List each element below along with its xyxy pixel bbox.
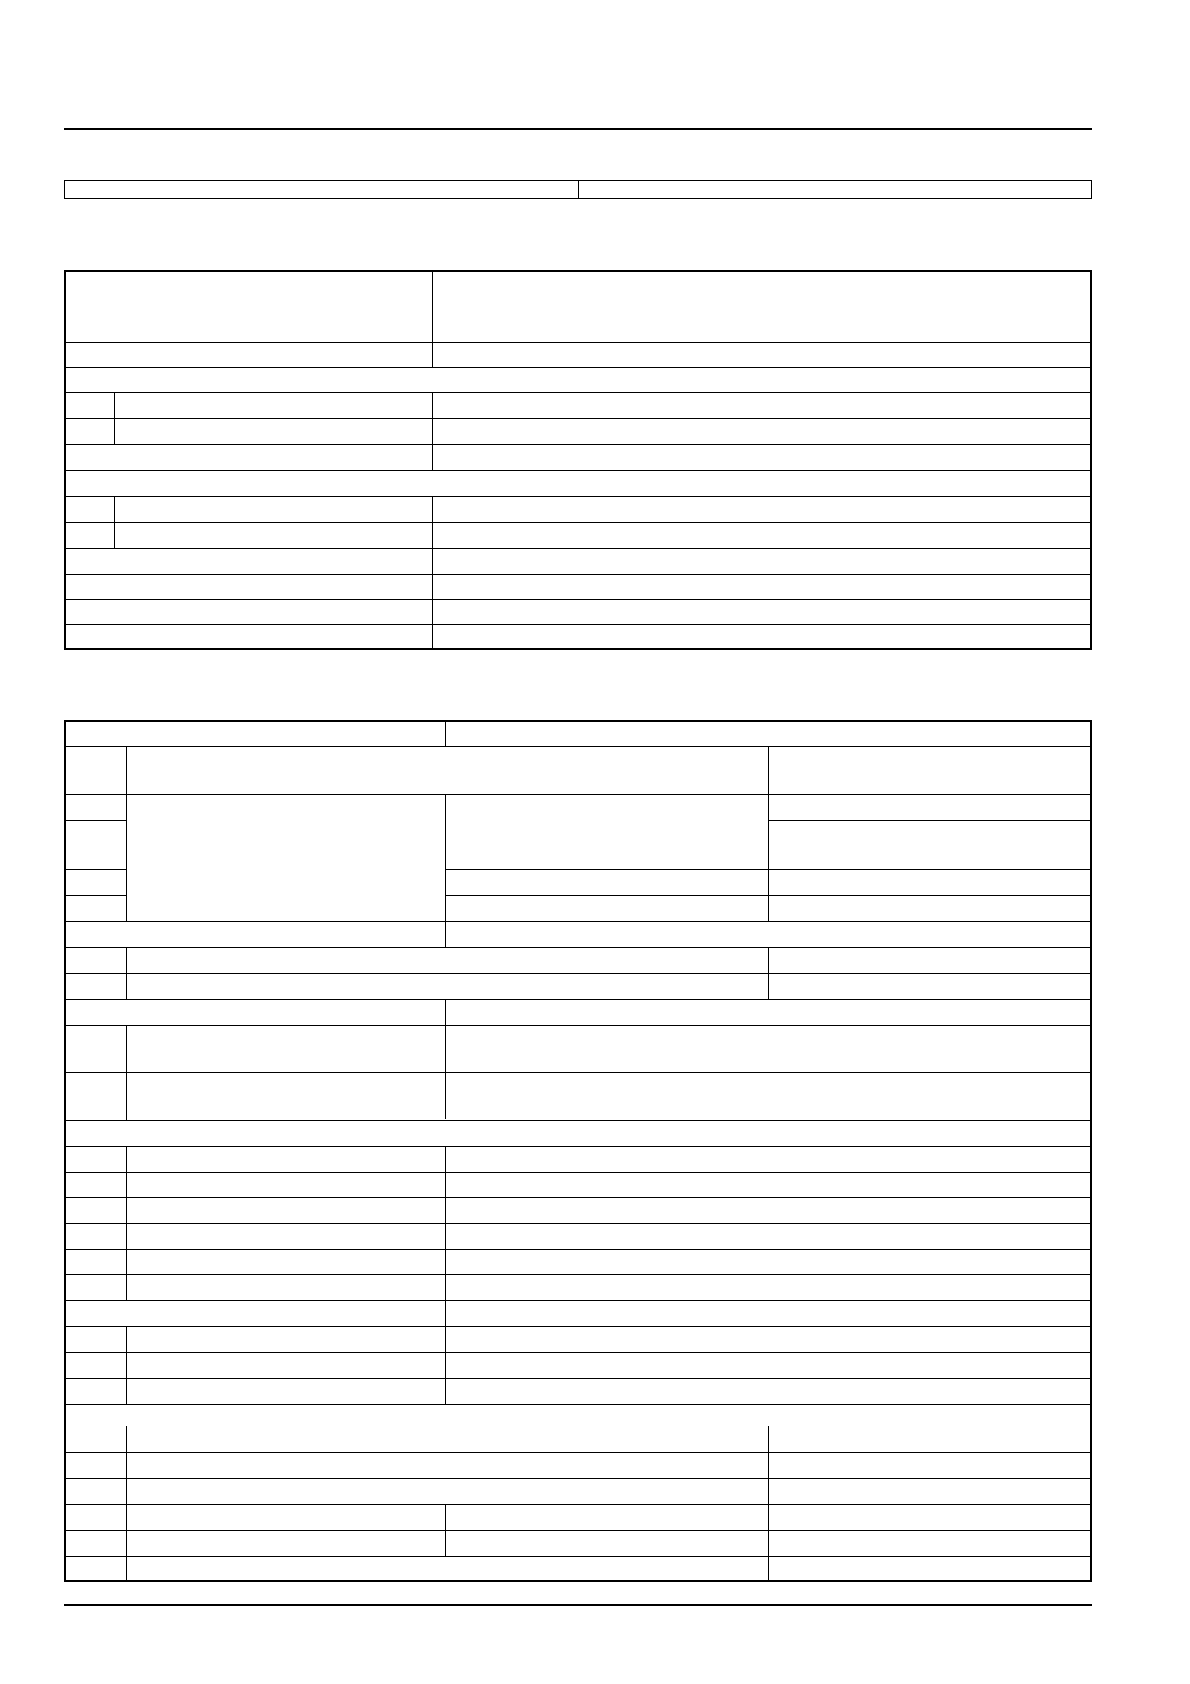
- table-2-col-divider: [445, 1300, 446, 1404]
- table-2-row-divider: [64, 1452, 1092, 1453]
- table-1-row-divider: [64, 624, 1092, 625]
- table-2-col-divider: [768, 1426, 769, 1582]
- table-1-row-divider: [64, 574, 1092, 575]
- table-2-col-divider: [126, 1146, 127, 1300]
- table-2-col-divider: [126, 1426, 127, 1582]
- table-2-row-divider: [64, 746, 1092, 747]
- table-1-row-divider: [64, 367, 1092, 368]
- table-2-row-divider: [64, 1352, 1092, 1353]
- table-2-row-divider: [64, 1223, 1092, 1224]
- table-2-row-divider: [64, 973, 1092, 974]
- table-2-col-divider: [126, 947, 127, 999]
- table-2-row-divider: [64, 1274, 1092, 1275]
- table-2-row-divider: [768, 820, 1092, 821]
- table-2-row-divider: [64, 921, 1092, 922]
- table-1-row-divider: [64, 342, 1092, 343]
- form-table-1-frame: [64, 270, 1092, 650]
- table-1-row-divider: [64, 418, 1092, 419]
- table-2-row-divider: [64, 1300, 1092, 1301]
- table-2-col-divider: [445, 921, 446, 947]
- table-2-row-divider: [64, 1249, 1092, 1250]
- table-2-row-divider: [64, 1404, 1092, 1405]
- header-strip-right-cell: [578, 180, 1092, 199]
- table-1-row-divider: [64, 599, 1092, 600]
- table-2-col-divider: [445, 794, 446, 921]
- table-2-row-divider: [64, 820, 126, 821]
- table-2-col-divider: [445, 720, 446, 746]
- table-1-row-divider: [64, 522, 1092, 523]
- table-2-row-divider: [64, 1530, 1092, 1531]
- table-2-row-divider: [64, 1378, 1092, 1379]
- page-top-rule: [64, 128, 1092, 130]
- table-1-row-divider: [64, 392, 1092, 393]
- table-2-col-divider: [126, 746, 127, 921]
- table-2-row-divider: [64, 1326, 1092, 1327]
- table-2-row-divider: [64, 1146, 1092, 1147]
- table-2-row-divider: [64, 1504, 1092, 1505]
- table-2-row-divider: [64, 869, 126, 870]
- table-1-col-divider: [432, 496, 433, 650]
- table-2-col-divider: [445, 999, 446, 1119]
- table-2-row-divider: [64, 947, 1092, 948]
- table-2-row-divider: [64, 1172, 1092, 1173]
- table-2-row-divider: [64, 1197, 1092, 1198]
- header-strip-left-cell: [64, 180, 578, 199]
- table-2-row-divider: [64, 999, 1092, 1000]
- table-2-col-divider: [768, 746, 769, 921]
- table-2-row-divider: [64, 895, 126, 896]
- table-2-col-divider: [126, 1326, 127, 1404]
- table-2-col-divider: [445, 1146, 446, 1300]
- table-2-col-divider: [445, 1504, 446, 1556]
- table-1-col-divider: [114, 496, 115, 548]
- table-2-row-divider: [64, 1072, 1092, 1073]
- table-1-col-divider: [114, 392, 115, 444]
- page-bottom-rule: [64, 1604, 1092, 1606]
- table-2-row-divider: [64, 1556, 1092, 1557]
- table-1-col-divider: [432, 270, 433, 367]
- table-1-col-divider: [432, 392, 433, 470]
- table-2-col-divider: [768, 947, 769, 999]
- table-1-row-divider: [64, 548, 1092, 549]
- table-2-col-divider: [126, 1025, 127, 1120]
- table-2-row-divider: [64, 1478, 1092, 1479]
- table-1-row-divider: [64, 470, 1092, 471]
- table-2-row-divider: [64, 1025, 1092, 1026]
- table-1-row-divider: [64, 444, 1092, 445]
- table-2-row-divider: [64, 794, 1092, 795]
- table-2-row-divider: [64, 1120, 1092, 1121]
- table-1-row-divider: [64, 496, 1092, 497]
